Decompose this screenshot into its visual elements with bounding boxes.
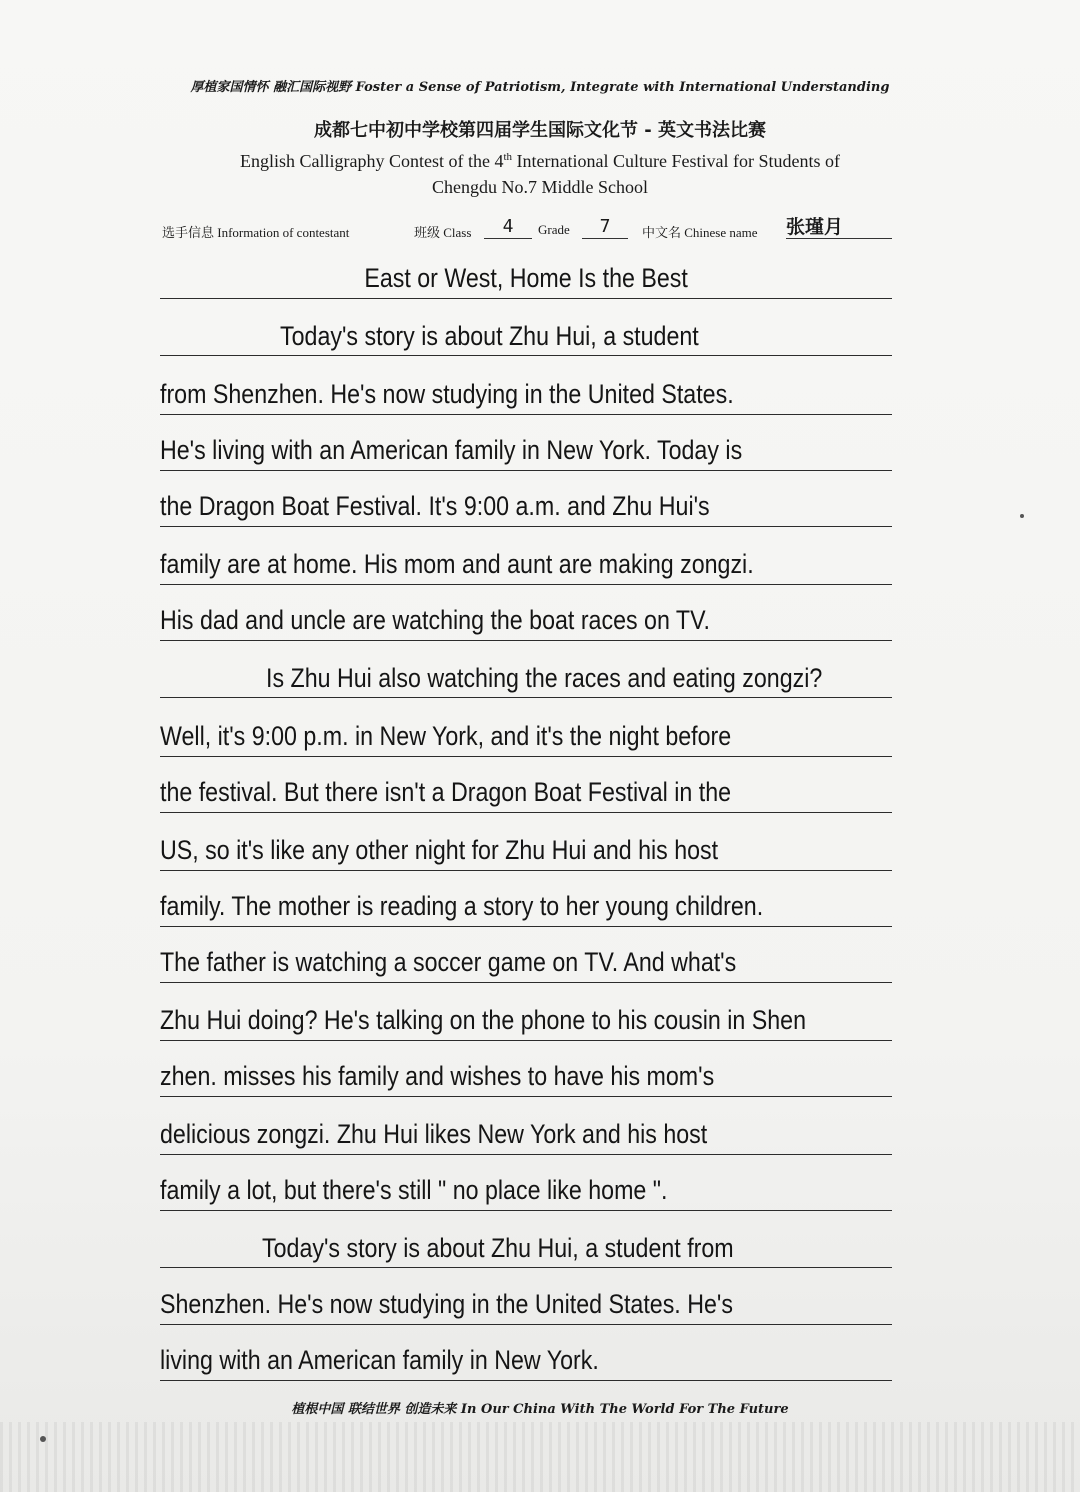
essay-line-19 [160,1340,892,1381]
title-en-part2: International Culture Festival for Students of [512,151,840,171]
essay-line-text: Today's story is about Zhu Hui, a student [280,321,699,351]
essay-line-text: Today's story is about Zhu Hui, a student from [262,1233,734,1263]
essay-title-line [160,258,892,299]
essay-line-text: delicious zongzi. Zhu Hui likes New York and his host [160,1119,708,1149]
ink-speck [1020,514,1024,518]
chinese-name-label: 中文名 Chinese name [642,225,758,240]
essay-line-18 [160,1284,892,1325]
class-value: 4 [484,216,532,239]
essay-line-text: family. The mother is reading a story to her young children. [160,891,764,921]
essay-line-8 [160,716,892,757]
essay-line-text: He's living with an American family in New York. Today is [160,435,743,465]
contestant-info-row [162,216,892,244]
essay-line-text: living with an American family in New York. [160,1345,599,1375]
essay-line-17 [160,1228,892,1268]
essay-line-10 [160,830,892,871]
chinese-name-value: 张瑾月 [786,216,892,239]
essay-line-text: from Shenzhen. He's now studying in the United States. [160,379,734,409]
footer-slogan: 植根中国 联结世界 创造未来 In Our China With The World For The Future [291,1402,789,1417]
class-label: 班级 Class [414,225,472,240]
ink-speck [40,1436,46,1442]
contest-title-english [140,144,940,200]
header-slogan: 厚植家国情怀 融汇国际视野 Foster a Sense of Patriotism, Integrate with International Understanding [190,80,890,95]
essay-line-15 [160,1114,892,1155]
essay-line-text: the Dragon Boat Festival. It's 9:00 a.m. and Zhu Hui's [160,491,710,521]
essay-line-12 [160,942,892,983]
essay-line-16 [160,1170,892,1211]
paper-grain [0,1422,1080,1492]
essay-line-text: US, so it's like any other night for Zhu Hui and his host [160,835,719,865]
essay-line-3 [160,430,892,471]
grade-label: Grade [538,222,570,237]
essay-line-5 [160,544,892,585]
title-en-ordinal: th [503,151,513,163]
essay-line-text: Shenzhen. He's now studying in the United States. He's [160,1289,733,1319]
essay-line-13 [160,1000,892,1041]
essay-title: East or West, Home Is the Best [364,263,688,293]
essay-line-11 [160,886,892,927]
essay-line-text: the festival. But there isn't a Dragon Boat Festival in the [160,777,732,807]
grade-value: 7 [582,216,628,239]
title-en-part1: English Calligraphy Contest of the 4 [240,151,504,171]
essay-line-text: Zhu Hui doing? He's talking on the phone to his cousin in Shen [160,1005,806,1035]
essay-line-text: Is Zhu Hui also watching the races and eating zongzi? [266,663,823,693]
title-en-school: Chengdu No.7 Middle School [432,177,648,197]
essay-line-7 [160,658,892,698]
contest-title-chinese: 成都七中初中学校第四届学生国际文化节 - 英文书法比赛 [313,120,766,141]
essay-line-2 [160,374,892,415]
essay-line-1 [160,316,892,356]
essay-line-6 [160,600,892,641]
essay-line-text: His dad and uncle are watching the boat races on TV. [160,605,710,635]
essay-line-4 [160,486,892,527]
essay-line-9 [160,772,892,813]
essay-line-14 [160,1056,892,1097]
contestant-info-label: 选手信息 Information of contestant [162,225,350,240]
essay-line-text: family a lot, but there's still " no place like home ". [160,1175,668,1205]
essay-line-text: The father is watching a soccer game on TV. And what's [160,947,737,977]
essay-line-text: zhen. misses his family and wishes to have his mom's [160,1061,715,1091]
essay-line-text: family are at home. His mom and aunt are making zongzi. [160,549,754,579]
essay-line-text: Well, it's 9:00 p.m. in New York, and it's the night before [160,721,732,751]
